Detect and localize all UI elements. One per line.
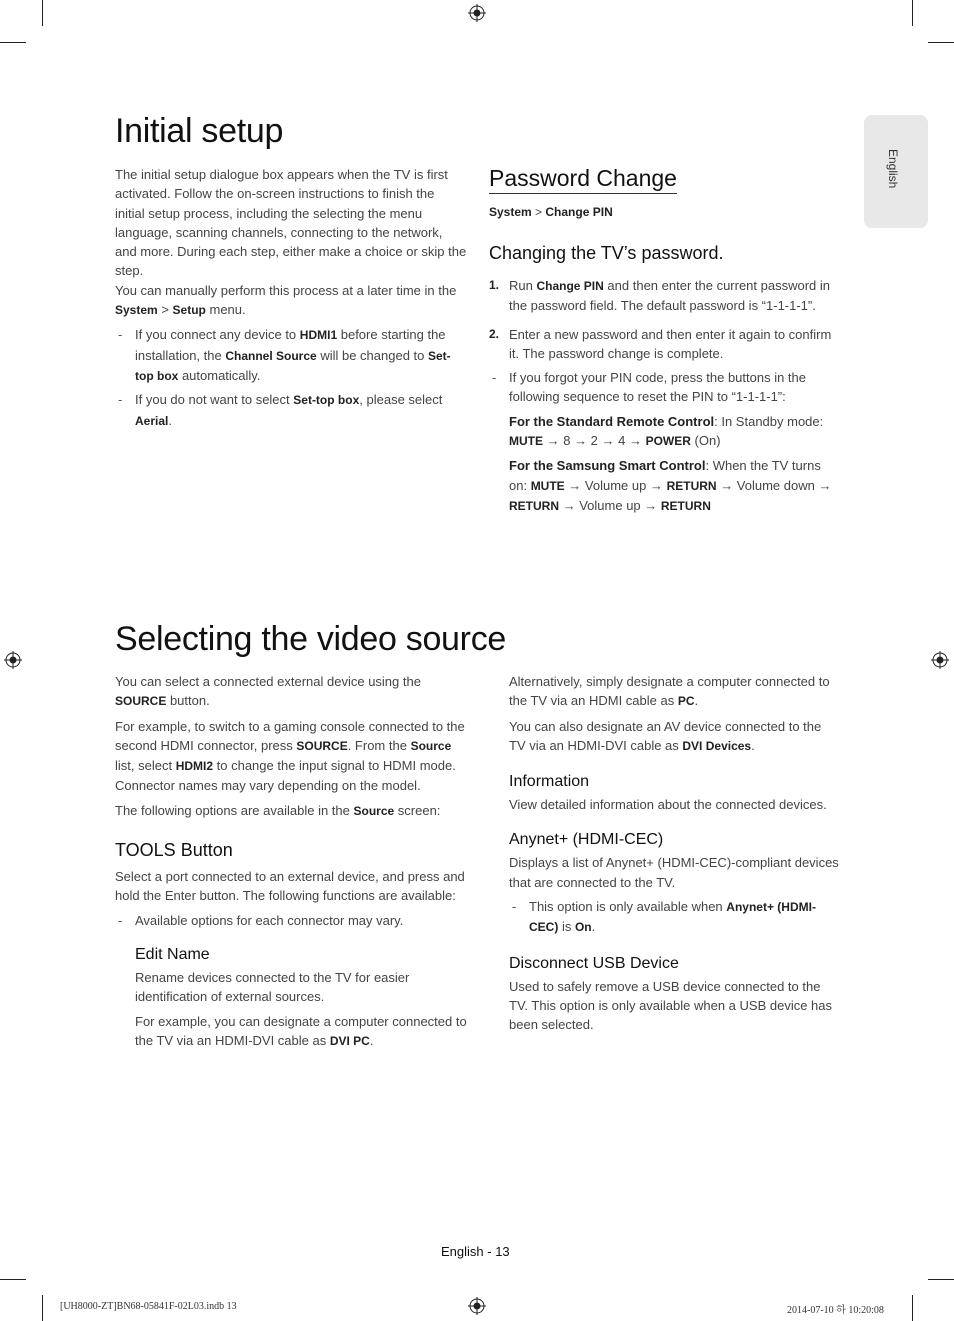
video-source-example: For example, to switch to a gaming console connected to the second HDMI connector, press SOURCE. From the Source list, select HDMI2 to change the input signal to HDMI mode. Connector names may vary depending on the model. bbox=[115, 718, 465, 794]
standard-remote-sequence: For the Standard Remote Control: In Standby mode: MUTE → 8 → 2 → 4 → POWER (On) bbox=[509, 413, 824, 449]
print-timestamp: 2014-07-10 하 10:20:08 bbox=[787, 1305, 884, 1316]
crop-mark bbox=[928, 1279, 954, 1280]
password-change-title-wrap bbox=[489, 165, 677, 194]
password-change-subtitle: Changing the TV’s password. bbox=[489, 243, 724, 263]
crop-mark bbox=[0, 42, 26, 43]
side-tab-label: English bbox=[886, 149, 900, 189]
video-source-intro: You can select a connected external device using the SOURCE button. bbox=[115, 674, 421, 709]
initial-setup-intro: The initial setup dialogue box appears when the TV is first activated. Follow the on-screen instructions to finish the initial setup process, including the selecting the menu language, scanning channels, connecting to the network, and more. During each step, either make a choice or skip the step. bbox=[115, 167, 467, 279]
edit-name-text: Rename devices connected to the TV for easier identification of external sources. bbox=[135, 969, 410, 1005]
crop-mark bbox=[42, 1295, 43, 1321]
crop-mark bbox=[0, 1279, 26, 1280]
tools-button-heading: TOOLS Button bbox=[115, 840, 233, 861]
smart-control-sequence: For the Samsung Smart Control: When the TV turns on: MUTE → Volume up → RETURN → Volume down → RETURN → Volume up → RETURN bbox=[509, 458, 832, 513]
list-item: - If you connect any device to HDMI1 before starting the installation, the Channel Source will be changed to Set-top box automatically. bbox=[115, 325, 467, 386]
initial-setup-title: Initial setup bbox=[115, 112, 284, 150]
video-source-options-note: The following options are available in the Source screen: bbox=[115, 802, 441, 818]
information-text: View detailed information about the connected devices. bbox=[509, 797, 827, 813]
video-source-right-column bbox=[509, 672, 839, 1035]
edit-name-heading: Edit Name bbox=[135, 945, 210, 963]
list-item: 1. Run Change PIN and then enter the current password in the password field. The default password is “1-1-1-1”. bbox=[489, 278, 831, 314]
password-change-steps bbox=[489, 276, 834, 516]
edit-name-example: For example, you can designate a computer connected to the TV via an HDMI-DVI cable as DVI PC. bbox=[135, 1013, 467, 1048]
anynet-text: Displays a list of Anynet+ (HDMI-CEC)-compliant devices that are connected to the TV. bbox=[509, 855, 839, 890]
anynet-heading: Anynet+ (HDMI-CEC) bbox=[509, 831, 664, 849]
breadcrumb: System > Change PIN bbox=[489, 205, 613, 219]
file-name: [UH8000-ZT]BN68-05841F-02L03.indb 13 bbox=[60, 1301, 237, 1312]
information-heading: Information bbox=[509, 773, 590, 791]
disconnect-usb-heading: Disconnect USB Device bbox=[509, 954, 679, 972]
registration-mark-icon bbox=[931, 651, 949, 669]
disconnect-usb-text: Used to safely remove a USB device connected to the TV. This option is only available when a USB device has been selected. bbox=[509, 978, 833, 1033]
password-change-title: Password Change bbox=[489, 165, 677, 194]
registration-mark-icon bbox=[4, 651, 22, 669]
page-number: English - 13 bbox=[441, 1244, 510, 1259]
crop-mark bbox=[928, 42, 954, 43]
crop-mark bbox=[912, 0, 913, 26]
registration-mark-icon bbox=[468, 4, 486, 22]
list-item: - If you do not want to select Set-top box, please select Aerial. bbox=[115, 390, 467, 431]
list-item: 2. Enter a new password and then enter it again to confirm it. The password change is complete. bbox=[489, 326, 832, 361]
tools-button-text: Select a port connected to an external device, and press and hold the Enter button. The following functions are available: bbox=[115, 869, 465, 904]
crop-mark bbox=[42, 0, 43, 26]
list-item: - Available options for each connector may vary. bbox=[115, 911, 467, 930]
initial-setup-body bbox=[115, 165, 467, 431]
alt-designation-dvi: You can also designate an AV device connected to the TV via an HDMI-DVI cable as DVI Devices. bbox=[509, 718, 822, 753]
video-source-left-column bbox=[115, 672, 467, 1051]
registration-mark-icon bbox=[468, 1297, 486, 1315]
crop-mark bbox=[912, 1295, 913, 1321]
alt-designation-pc: Alternatively, simply designate a computer connected to the TV via an HDMI cable as PC. bbox=[509, 674, 830, 709]
language-side-tab bbox=[864, 115, 928, 228]
list-item: - If you forgot your PIN code, press the buttons in the following sequence to reset the PIN to “1-1-1-1”: bbox=[489, 368, 834, 407]
list-item: - This option is only available when Anynet+ (HDMI-CEC) is On. bbox=[509, 897, 839, 938]
video-source-title: Selecting the video source bbox=[115, 620, 507, 658]
initial-setup-manual-note: You can manually perform this process at a later time in the System > Setup menu. bbox=[115, 282, 457, 318]
